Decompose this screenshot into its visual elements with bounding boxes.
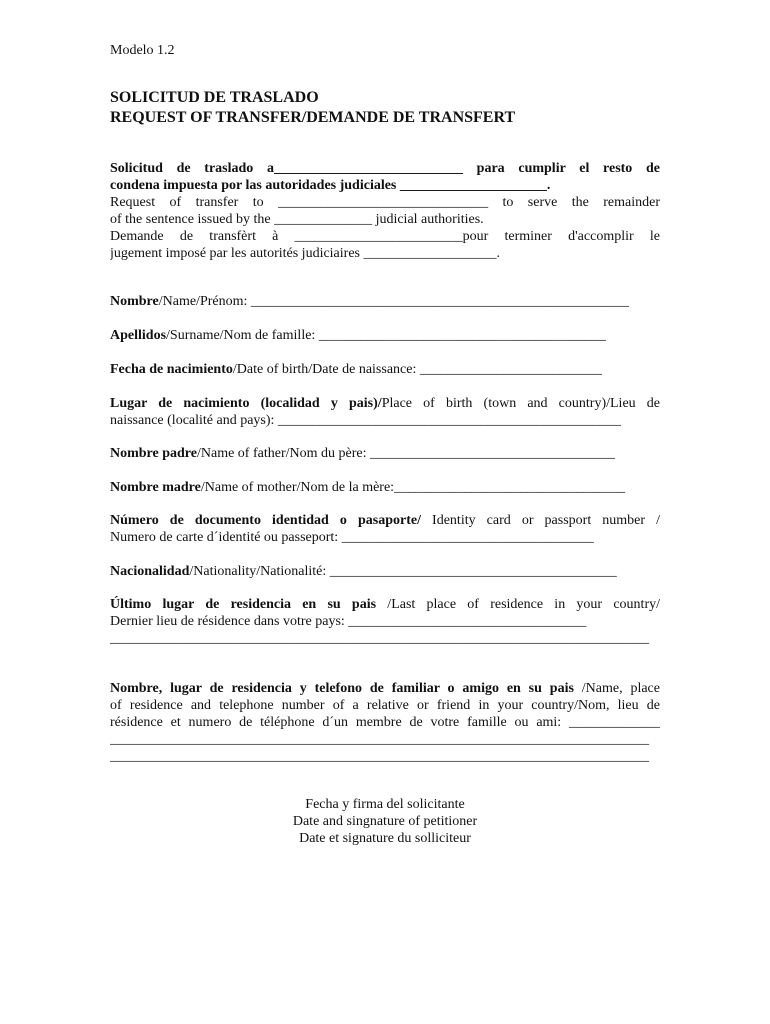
nationality-field[interactable] — [110, 563, 660, 580]
relative-line-5[interactable]: _____________________________________________________________________________ — [110, 749, 649, 764]
intro-en-line-1[interactable]: Request of transfer to ______________________________ to serve the remainder — [110, 195, 660, 210]
title-line-1: SOLICITUD DE TRASLADO — [110, 89, 319, 106]
pob-line-2[interactable]: naissance (localité and pays): _________________________________________________ — [110, 413, 621, 428]
surname-label-es: Apellidos — [110, 328, 167, 343]
residence-label-rest: /Last place of residence in your country/ — [376, 597, 660, 612]
id-line-2[interactable]: Numero de carte d´identité ou passeport: ____________________________________ — [110, 530, 594, 545]
father-field[interactable] — [110, 445, 660, 462]
mother-field[interactable] — [110, 479, 660, 496]
nationality-label-es: Nacionalidad — [110, 564, 190, 579]
mother-label-rest[interactable]: /Name of mother/Nom de la mère:_________________________________ — [200, 480, 626, 495]
relative-line-2: of residence and telephone number of a relative or friend in your country/Nom, lieu de — [110, 698, 660, 713]
nationality-label-rest[interactable]: /Nationality/Nationalité: _________________________________________ — [189, 564, 617, 579]
name-label-es: Nombre — [110, 294, 159, 309]
dob-field[interactable] — [110, 361, 660, 378]
father-label-es: Nombre padre — [110, 446, 197, 461]
signature-fr: Date et signature du solliciteur — [299, 831, 471, 846]
intro-fr-line-1[interactable]: Demande de transfèrt à ________________________pour terminer d'accomplir le — [110, 229, 660, 244]
name-label-rest[interactable]: /Name/Prénom: ______________________________________________________ — [158, 294, 629, 309]
signature-es: Fecha y firma del solicitante — [305, 797, 465, 812]
residence-field[interactable] — [110, 596, 660, 647]
signature-en: Date and singnature of petitioner — [292, 814, 478, 829]
intro-paragraph — [110, 160, 660, 262]
father-label-rest[interactable]: /Name of father/Nom du père: ___________________________________ — [196, 446, 615, 461]
id-document-field[interactable] — [110, 512, 660, 546]
pob-label-es: Lugar de nacimiento (localidad y pais)/ — [110, 396, 382, 411]
intro-en-line-2[interactable]: of the sentence issued by the ______________ judicial authorities. — [110, 212, 484, 227]
intro-es-line-2[interactable]: condena impuesta por las autoridades judiciales _____________________. — [110, 178, 551, 193]
residence-line-3[interactable]: _____________________________________________________________________________ — [110, 631, 649, 646]
residence-line-2[interactable]: Dernier lieu de résidence dans votre pays: __________________________________ — [110, 614, 587, 629]
signature-block — [110, 796, 660, 847]
dob-label-rest[interactable]: /Date of birth/Date de naissance: __________________________ — [232, 362, 602, 377]
relative-label-rest: /Name, place — [573, 681, 660, 696]
relative-field[interactable] — [110, 680, 660, 765]
residence-label-es: Último lugar de residencia en su pais — [110, 597, 377, 612]
intro-es-line-1[interactable]: Solicitud de traslado a___________________________ para cumplir el resto de — [110, 161, 660, 176]
relative-line-4[interactable]: _____________________________________________________________________________ — [110, 732, 649, 747]
surname-field[interactable] — [110, 327, 660, 344]
surname-label-rest[interactable]: /Surname/Nom de famille: _________________________________________ — [166, 328, 606, 343]
mother-label-es: Nombre madre — [110, 480, 201, 495]
name-field[interactable] — [110, 293, 660, 310]
model-number: Modelo 1.2 — [110, 43, 175, 58]
id-label-es: Número de documento identidad o pasaporte/ — [110, 513, 421, 528]
form-title — [110, 88, 515, 128]
dob-label-es: Fecha de nacimiento — [110, 362, 233, 377]
title-line-2: REQUEST OF TRANSFER/DEMANDE DE TRANSFERT — [110, 109, 516, 126]
pob-label-rest: Place of birth (town and country)/Lieu de — [381, 396, 660, 411]
id-label-rest: Identity card or passport number / — [420, 513, 660, 528]
pob-field[interactable] — [110, 395, 660, 429]
intro-fr-line-2[interactable]: jugement imposé par les autorités judiciaires ___________________. — [110, 246, 500, 261]
relative-line-3[interactable]: résidence et numero de téléphone d´un membre de votre famille ou ami: _____________ — [110, 715, 660, 730]
relative-label-es: Nombre, lugar de residencia y telefono de familiar o amigo en su pais — [110, 681, 574, 696]
